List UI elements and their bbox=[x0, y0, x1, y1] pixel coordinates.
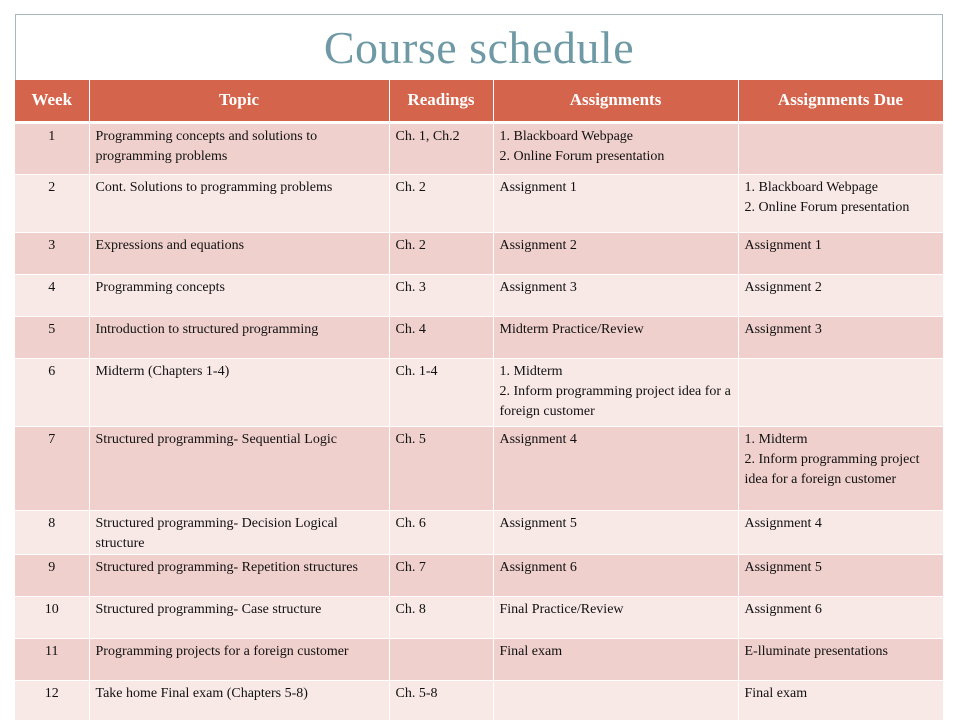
cell-assignments-line: Assignment 5 bbox=[499, 515, 577, 531]
cell-week: 5 bbox=[15, 316, 89, 358]
cell-assignments-due-line: Assignment 2 bbox=[744, 279, 822, 295]
header-topic: Topic bbox=[89, 80, 389, 122]
cell-assignments-due bbox=[738, 358, 943, 426]
cell-assignments-due bbox=[738, 426, 943, 510]
cell-assignments-due-line: Assignment 1 bbox=[744, 237, 822, 253]
slide-title: Course schedule bbox=[323, 21, 635, 73]
cell-assignments bbox=[493, 596, 738, 638]
table-row bbox=[15, 554, 943, 596]
cell-topic-line: Midterm (Chapters 1-4) bbox=[95, 363, 230, 379]
table-row bbox=[15, 174, 943, 232]
cell-week: 3 bbox=[15, 232, 89, 274]
cell-readings: Ch. 2 bbox=[389, 232, 493, 274]
cell-week: 4 bbox=[15, 274, 89, 316]
cell-assignments-due bbox=[738, 274, 943, 316]
table-row bbox=[15, 274, 943, 316]
cell-readings: Ch. 2 bbox=[389, 174, 493, 232]
cell-topic bbox=[89, 232, 389, 274]
cell-assignments-line: Midterm Practice/Review bbox=[499, 321, 644, 337]
cell-readings: Ch. 7 bbox=[389, 554, 493, 596]
table-row bbox=[15, 596, 943, 638]
cell-week: 10 bbox=[15, 596, 89, 638]
cell-assignments-line: Assignment 3 bbox=[499, 279, 577, 295]
cell-assignments bbox=[493, 426, 738, 510]
cell-topic-line: Cont. Solutions to programming problems bbox=[95, 179, 333, 195]
cell-readings: Ch. 5-8 bbox=[389, 680, 493, 720]
cell-week: 2 bbox=[15, 174, 89, 232]
cell-week: 1 bbox=[15, 122, 89, 174]
table-row bbox=[15, 638, 943, 680]
cell-readings: Ch. 1, Ch.2 bbox=[389, 122, 493, 174]
cell-topic bbox=[89, 638, 389, 680]
cell-assignments-line: 2. Online Forum presentation bbox=[499, 148, 665, 164]
cell-topic-line: Programming concepts and solutions to programming problems bbox=[95, 128, 318, 164]
cell-week: 9 bbox=[15, 554, 89, 596]
cell-assignments bbox=[493, 232, 738, 274]
schedule-table bbox=[15, 80, 944, 721]
cell-assignments-line: Assignment 4 bbox=[499, 431, 577, 447]
table-row bbox=[15, 232, 943, 274]
cell-topic-line: Programming concepts bbox=[95, 279, 225, 295]
cell-assignments bbox=[493, 316, 738, 358]
cell-assignments-due bbox=[738, 510, 943, 554]
cell-readings: Ch. 4 bbox=[389, 316, 493, 358]
cell-assignments-due-line: Final exam bbox=[744, 685, 808, 701]
cell-week: 8 bbox=[15, 510, 89, 554]
cell-topic-line: Programming projects for a foreign customer bbox=[95, 643, 349, 659]
cell-readings bbox=[389, 638, 493, 680]
cell-assignments-line: Assignment 1 bbox=[499, 179, 577, 195]
cell-topic-line: Take home Final exam (Chapters 5-8) bbox=[95, 685, 308, 701]
cell-assignments bbox=[493, 680, 738, 720]
header-assignments: Assignments bbox=[493, 80, 738, 122]
cell-topic bbox=[89, 274, 389, 316]
cell-assignments-due-line: 1. Blackboard Webpage bbox=[744, 179, 879, 195]
cell-assignments bbox=[493, 122, 738, 174]
cell-assignments-due-line: 1. Midterm bbox=[744, 431, 808, 447]
cell-assignments bbox=[493, 358, 738, 426]
cell-assignments-due-line: Assignment 3 bbox=[744, 321, 822, 337]
cell-assignments bbox=[493, 274, 738, 316]
cell-assignments-due bbox=[738, 596, 943, 638]
cell-assignments bbox=[493, 638, 738, 680]
cell-assignments-due-line: 2. Online Forum presentation bbox=[744, 199, 910, 215]
cell-topic-line: Introduction to structured programming bbox=[95, 321, 319, 337]
cell-assignments-due bbox=[738, 122, 943, 174]
table-row bbox=[15, 358, 943, 426]
cell-topic-line: Structured programming- Decision Logical structure bbox=[95, 515, 338, 551]
cell-readings: Ch. 6 bbox=[389, 510, 493, 554]
cell-topic bbox=[89, 554, 389, 596]
cell-topic-line: Structured programming- Case structure bbox=[95, 601, 322, 617]
cell-assignments-line: Final Practice/Review bbox=[499, 601, 624, 617]
cell-assignments-due bbox=[738, 316, 943, 358]
cell-topic-line: Structured programming- Repetition structures bbox=[95, 559, 358, 575]
cell-assignments-line: 1. Midterm bbox=[499, 363, 563, 379]
header-week: Week bbox=[15, 80, 89, 122]
cell-assignments-line: Assignment 6 bbox=[499, 559, 577, 575]
table-row bbox=[15, 426, 943, 510]
cell-assignments-line: Final exam bbox=[499, 643, 563, 659]
cell-readings: Ch. 8 bbox=[389, 596, 493, 638]
table-row bbox=[15, 122, 943, 174]
cell-assignments bbox=[493, 174, 738, 232]
cell-assignments-line: 1. Blackboard Webpage bbox=[499, 128, 634, 144]
header-readings: Readings bbox=[389, 80, 493, 122]
cell-readings: Ch. 3 bbox=[389, 274, 493, 316]
cell-topic bbox=[89, 174, 389, 232]
cell-assignments-line: Assignment 2 bbox=[499, 237, 577, 253]
cell-assignments-due bbox=[738, 174, 943, 232]
cell-assignments-due-line: E-lluminate presentations bbox=[744, 643, 888, 659]
table-row bbox=[15, 680, 943, 720]
header-row bbox=[15, 80, 943, 122]
cell-week: 7 bbox=[15, 426, 89, 510]
cell-week: 12 bbox=[15, 680, 89, 720]
cell-assignments-due bbox=[738, 680, 943, 720]
cell-topic bbox=[89, 316, 389, 358]
cell-assignments-due bbox=[738, 554, 943, 596]
table-row bbox=[15, 316, 943, 358]
cell-assignments-due-line: Assignment 5 bbox=[744, 559, 822, 575]
cell-assignments-due-line: 2. Inform programming project idea for a foreign customer bbox=[744, 451, 920, 487]
cell-assignments bbox=[493, 554, 738, 596]
header-assignments-due: Assignments Due bbox=[738, 80, 943, 122]
cell-assignments bbox=[493, 510, 738, 554]
cell-week: 11 bbox=[15, 638, 89, 680]
cell-week: 6 bbox=[15, 358, 89, 426]
cell-readings: Ch. 1-4 bbox=[389, 358, 493, 426]
cell-topic-line: Expressions and equations bbox=[95, 237, 245, 253]
cell-topic-line: Structured programming- Sequential Logic bbox=[95, 431, 337, 447]
cell-assignments-line: 2. Inform programming project idea for a foreign customer bbox=[499, 383, 731, 419]
cell-topic bbox=[89, 122, 389, 174]
table-row bbox=[15, 510, 943, 554]
cell-topic bbox=[89, 358, 389, 426]
cell-topic bbox=[89, 680, 389, 720]
cell-assignments-due bbox=[738, 232, 943, 274]
cell-assignments-due-line: Assignment 6 bbox=[744, 601, 822, 617]
cell-readings: Ch. 5 bbox=[389, 426, 493, 510]
cell-assignments-due bbox=[738, 638, 943, 680]
cell-assignments-due-line: Assignment 4 bbox=[744, 515, 822, 531]
cell-topic bbox=[89, 510, 389, 554]
cell-topic bbox=[89, 596, 389, 638]
cell-topic bbox=[89, 426, 389, 510]
